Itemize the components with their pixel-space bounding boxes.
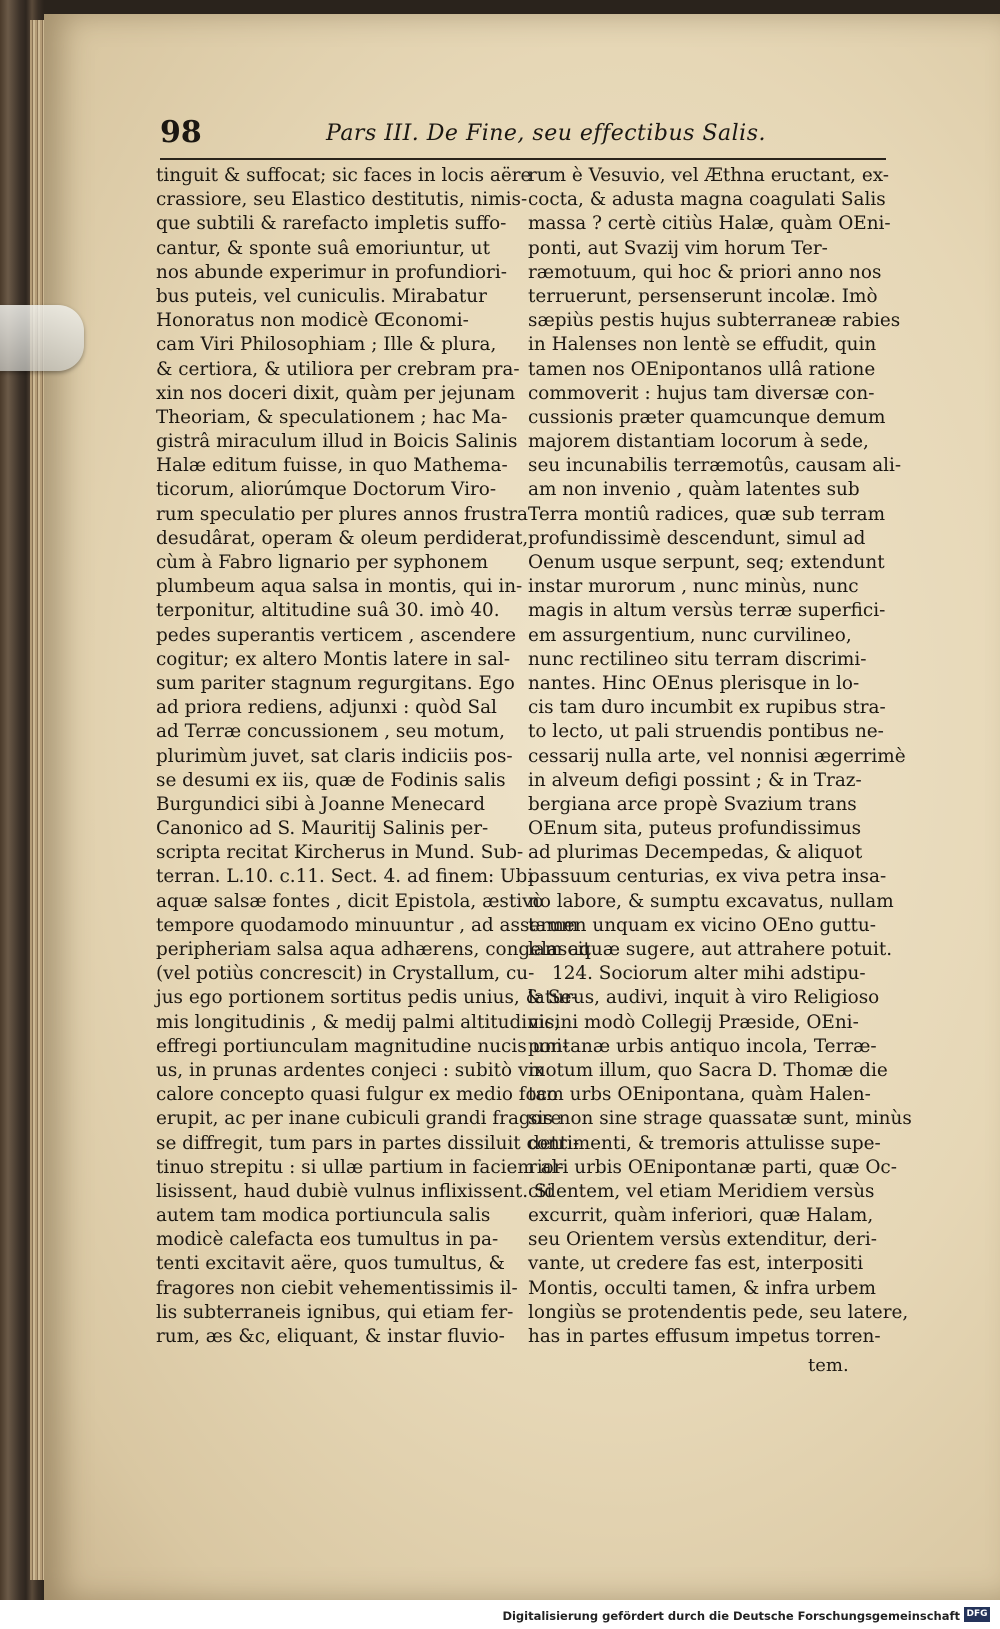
- text-line: & certiora, & utiliora per crebram pra-: [156, 358, 520, 380]
- page-number: 98: [160, 115, 202, 150]
- text-line: tamen nos OEnipontanos ullâ ratione: [528, 358, 876, 380]
- text-line: desudârat, operam & oleum perdiderat,: [156, 527, 529, 549]
- text-line: massa ? certè citiùs Halæ, quàm OEni-: [528, 213, 891, 235]
- footer-credit: Digitalisierung gefördert durch die Deutsche Forschungsgemeinschaft: [502, 1609, 960, 1623]
- text-line: gistrâ miraculum illud in Boicis Salinis: [156, 431, 518, 453]
- text-line: modicè calefacta eos tumultus in pa-: [156, 1229, 499, 1251]
- running-head: Pars III. De Fine, seu effectibus Salis.: [326, 121, 766, 146]
- text-line: bus puteis, vel cuniculis. Mirabatur: [156, 285, 487, 307]
- text-line: lisissent, haud dubiè vulnus inflixissent. Si: [156, 1180, 553, 1202]
- text-line: majorem distantiam locorum à sede,: [528, 431, 869, 453]
- catchword: tem.: [808, 1355, 849, 1376]
- text-line: profundissimè descendunt, simul ad: [528, 527, 866, 549]
- text-line: pedes superantis verticem , ascendere: [156, 624, 516, 646]
- text-line: em assurgentium, nunc curvilineo,: [528, 624, 852, 646]
- text-line: detrimenti, & tremoris attulisse supe-: [528, 1132, 881, 1154]
- text-line: tam urbs OEnipontana, quàm Halen-: [528, 1084, 871, 1106]
- text-line: passuum centurias, ex viva petra insa-: [528, 866, 887, 888]
- text-line: Theoriam, & speculationem ; hac Ma-: [156, 406, 508, 428]
- text-line: autem tam modica portiuncula salis: [156, 1205, 491, 1227]
- text-line: am non invenio , quàm latentes sub: [528, 479, 860, 501]
- text-line: seu incunabilis terræmotûs, causam ali-: [528, 455, 902, 477]
- text-line: 124. Sociorum alter mihi adstipu-: [552, 963, 866, 985]
- text-line: vicini modò Collegij Præside, OEni-: [528, 1011, 859, 1033]
- text-line: ponti, aut Svazij vim horum Ter-: [528, 237, 828, 259]
- text-line: ad plurimas Decempedas, & aliquot: [528, 842, 863, 864]
- header-rule: [160, 158, 886, 160]
- text-line: to lecto, ut pali struendis pontibus ne-: [528, 721, 884, 743]
- left-column: [156, 164, 591, 1349]
- text-line: cantur, & sponte suâ emoriuntur, ut: [156, 237, 491, 259]
- text-line: crassiore, seu Elastico destitutis, nimis-: [156, 189, 528, 211]
- text-line: nantes. Hinc OEnus plerisque in lo-: [528, 672, 860, 694]
- text-line: riori urbis OEnipontanæ parti, quæ Oc-: [528, 1156, 897, 1178]
- text-line: tempore quodamodo minuuntur , ad asserum: [156, 914, 579, 936]
- text-line: seu Orientem versùs extenditur, deri-: [528, 1229, 877, 1251]
- text-line: longiùs se protendentis pede, seu latere,: [528, 1301, 909, 1323]
- text-line: sis non sine strage quassatæ sunt, minùs: [528, 1108, 912, 1130]
- text-line: rum, æs &c, eliquant, & instar fluvio-: [156, 1326, 505, 1347]
- text-line: peripheriam salsa aqua adhærens, congelascit: [156, 939, 591, 960]
- text-line: Terra montiû radices, quæ sub terram: [528, 503, 886, 525]
- text-line: que subtili & rarefacto impletis suffo-: [156, 213, 507, 235]
- text-line: Oenum usque serpunt, seq; extendunt: [528, 552, 885, 573]
- text-line: cùm à Fabro lignario per syphonem: [156, 552, 489, 573]
- page-header: [160, 115, 900, 157]
- text-line: us, in prunas ardentes conjeci : subitò vix: [156, 1059, 545, 1081]
- text-line: terponitur, altitudine suâ 30. imò 40.: [156, 600, 500, 622]
- text-line: se diffregit, tum pars in partes dissiluit conti-: [156, 1132, 580, 1154]
- text-line: cam Viri Philosophiam ; Ille & plura,: [156, 334, 497, 356]
- text-line: ticorum, aliorúmque Doctorum Viro-: [156, 479, 497, 501]
- text-line: erupit, ac per inane cubiculi grandi fragore: [156, 1108, 562, 1130]
- text-line: laturus, audivi, inquit à viro Religioso: [528, 987, 880, 1009]
- text-line: cessarij nulla arte, vel nonnisi ægerrimè: [528, 745, 906, 767]
- text-line: has in partes effusum impetus torren-: [528, 1326, 881, 1347]
- text-line: lam aquæ sugere, aut attrahere potuit.: [528, 939, 893, 960]
- text-line: jus ego portionem sortitus pedis unius, & Se-: [156, 987, 578, 1009]
- text-line: plurimùm juvet, sat claris indiciis pos-: [156, 745, 513, 767]
- text-line: (vel potiùs concrescit) in Crystallum, cu-: [156, 963, 535, 985]
- text-line: excurrit, quàm inferiori, quæ Halam,: [528, 1205, 874, 1227]
- text-line: pontanæ urbis antiquo incola, Terræ-: [528, 1035, 877, 1057]
- text-line: rum speculatio per plures annos frustra: [156, 503, 528, 525]
- text-line: cussionis præter quamcunque demum: [528, 406, 886, 428]
- text-line: tinguit & suffocat; sic faces in locis aëre: [156, 165, 532, 186]
- text-line: xin nos doceri dixit, quàm per jejunam: [156, 382, 516, 404]
- text-line: cocta, & adusta magna coagulati Salis: [528, 189, 886, 211]
- text-line: tamen unquam ex vicino OEno guttu-: [528, 914, 876, 936]
- text-line: motum illum, quo Sacra D. Thomæ die: [528, 1059, 888, 1081]
- text-line: tenti excitavit aëre, quos tumultus, &: [156, 1253, 505, 1275]
- text-line: nos abunde experimur in profundiori-: [156, 261, 507, 283]
- text-line: cis tam duro incumbit ex rupibus stra-: [528, 697, 886, 719]
- text-line: sæpiùs pestis hujus subterraneæ rabies: [528, 310, 901, 332]
- text-line: in Halenses non lentè se effudit, quin: [528, 334, 877, 356]
- text-line: fragores non ciebit vehementissimis il-: [156, 1277, 518, 1299]
- text-line: in alveum defigi possint ; & in Traz-: [528, 769, 862, 791]
- text-line: Honoratus non modicè Œconomi-: [156, 310, 469, 332]
- dfg-logo: DFG: [964, 1607, 990, 1622]
- text-line: tinuo strepitu : si ullæ partium in faciem al-: [156, 1156, 564, 1178]
- text-line: OEnum sita, puteus profundissimus: [528, 818, 862, 840]
- text-line: se desumi ex iis, quæ de Fodinis salis: [156, 769, 506, 791]
- footer-bar: [0, 1600, 1000, 1629]
- text-line: cidentem, vel etiam Meridiem versùs: [528, 1180, 875, 1202]
- text-line: scripta recitat Kircherus in Mund. Sub-: [156, 842, 524, 864]
- text-line: aquæ salsæ fontes , dicit Epistola, æstivò: [156, 890, 544, 912]
- right-column: [528, 164, 912, 1349]
- text-line: ræmotuum, qui hoc & priori anno nos: [528, 261, 882, 283]
- text-line: magis in altum versùs terræ superfici-: [528, 600, 886, 622]
- text-line: calore concepto quasi fulgur ex medio foco: [156, 1084, 558, 1106]
- text-line: nunc rectilineo situ terram discrimi-: [528, 648, 867, 670]
- text-line: Canonico ad S. Mauritij Salinis per-: [156, 818, 489, 840]
- text-line: mis longitudinis , & medij palmi altitudinis,: [156, 1011, 561, 1033]
- text-line: rum è Vesuvio, vel Æthna eructant, ex-: [528, 165, 889, 186]
- text-line: plumbeum aqua salsa in montis, qui in-: [156, 576, 523, 598]
- text-line: bergiana arce propè Svazium trans: [528, 793, 857, 815]
- text-line: terruerunt, persenserunt incolæ. Imò: [528, 285, 878, 307]
- text-line: vante, ut credere fas est, interpositi: [528, 1253, 864, 1275]
- text-line: no labore, & sumptu excavatus, nullam: [528, 890, 894, 912]
- text-line: ad Terræ concussionem , seu motum,: [156, 721, 505, 743]
- text-line: Burgundici sibi à Joanne Menecard: [156, 793, 486, 815]
- text-line: instar murorum , nunc minùs, nunc: [528, 576, 859, 598]
- text-line: sum pariter stagnum regurgitans. Ego: [156, 672, 515, 694]
- text-line: ad priora rediens, adjunxi : quòd Sal: [156, 697, 497, 719]
- text-line: cogitur; ex altero Montis latere in sal-: [156, 648, 511, 670]
- text-line: effregi portiunculam magnitudine nucis uni-: [156, 1035, 569, 1057]
- text-line: Halæ editum fuisse, in quo Mathema-: [156, 455, 508, 477]
- text-line: Montis, occulti tamen, & infra urbem: [528, 1277, 876, 1299]
- text-line: terran. L.10. c.11. Sect. 4. ad finem: Ubi: [156, 866, 534, 888]
- text-line: lis subterraneis ignibus, qui etiam fer-: [156, 1301, 514, 1323]
- bookmark-tab: [0, 305, 84, 371]
- text-line: commoverit : hujus tam diversæ con-: [528, 382, 875, 404]
